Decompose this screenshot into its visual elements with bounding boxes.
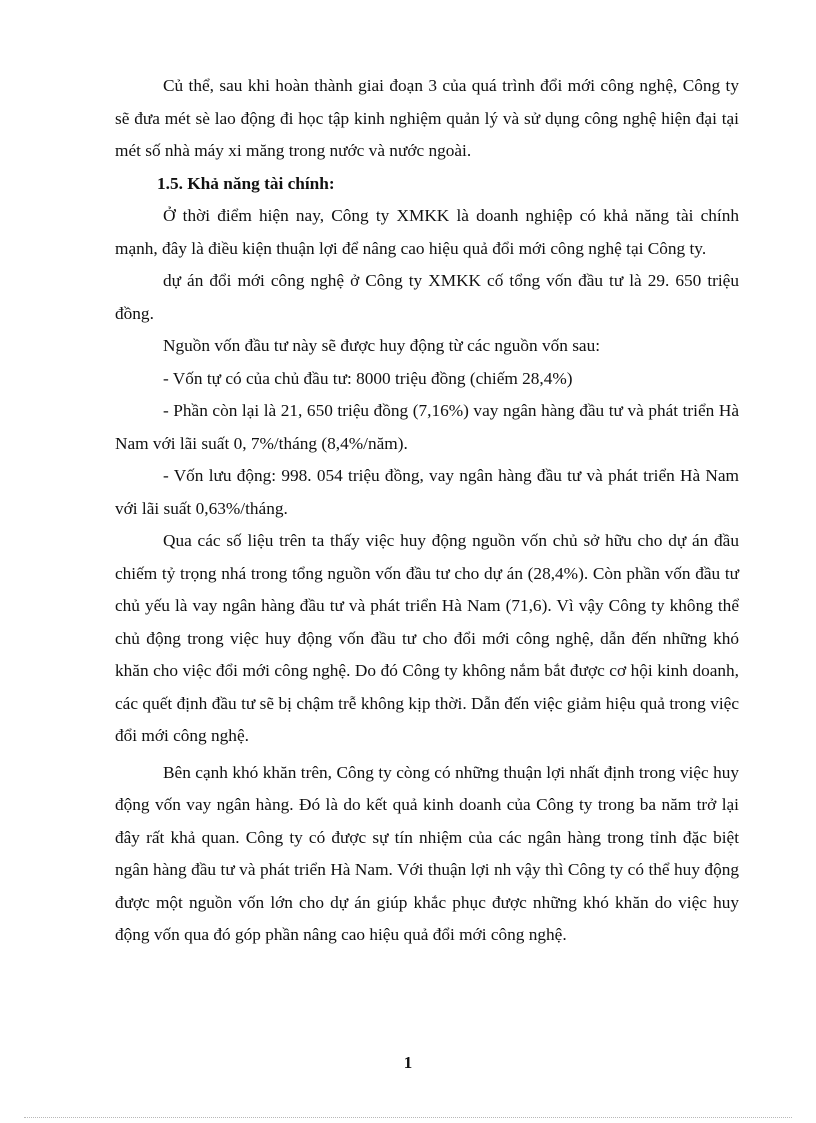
page-number: 1 <box>403 1053 413 1072</box>
list-item-working-capital: - Vốn lưu động: 998. 054 triệu đồng, vay ngân hàng đầu tư và phát triển Hà Nam với lãi suất 0,63%/tháng. <box>115 466 739 518</box>
paragraph-funding-analysis: Qua các số liệu trên ta thấy việc huy động nguồn vốn chủ sở hữu cho dự án đầu chiếm tỷ trọng nhá trong tổng nguồn vốn đầu tư cho dự án (28,4%). Còn phần vốn đầu tư chủ yếu là vay ngân hàng đầu tư và phát triển Hà Nam (71,6). Vì vậy Công ty không thể chủ động trong việc huy động vốn đầu tư cho đổi mới công nghệ, dẫn đến những khó khăn cho việc đổi mới công nghệ. Do đó Công ty không nắm bắt được cơ hội kinh doanh, các quết định đầu tư sẽ bị chậm trễ không kịp thời. Dẫn đến việc giảm hiệu quả trong việc đổi mới công nghệ. <box>115 531 739 745</box>
page-bottom-divider <box>24 1117 792 1118</box>
document-body <box>115 70 739 952</box>
paragraph-total-investment: dự án đổi mới công nghệ ở Công ty XMKK cố tổng vốn đầu tư là 29. 650 triệu đồng. <box>115 271 739 323</box>
list-item-own-capital: - Vốn tự có của chủ đầu tư: 8000 triệu đồng (chiếm 28,4%) <box>163 368 573 388</box>
paragraph-advantages: Bên cạnh khó khăn trên, Công ty còng có những thuận lợi nhất định trong việc huy động vốn vay ngân hàng. Đó là do kết quả kinh doanh của Công ty trong ba năm trở lại đây rất khả quan. Công ty có được sự tín nhiệm của các ngân hàng trong tỉnh đặc biệt ngân hàng đầu tư và phát triển Hà Nam. Với thuận lợi nh vậy thì Công ty có thể huy động được một nguồn vốn lớn cho dự án giúp khắc phục được những khó khăn do việc huy động vốn qua đó góp phần nâng cao hiệu quả đổi mới công nghệ. <box>115 762 739 944</box>
paragraph-financial-strength: Ở thời điểm hiện nay, Công ty XMKK là doanh nghiệp có khả năng tài chính mạnh, đây là điều kiện thuận lợi để nâng cao hiệu quả đổi mới công nghệ tại Công ty. <box>115 206 739 258</box>
list-item-bank-loan: - Phần còn lại là 21, 650 triệu đồng (7,16%) vay ngân hàng đầu tư và phát triển Hà Nam với lãi suất 0, 7%/tháng (8,4%/năm). <box>115 401 739 453</box>
paragraph-training-plan: Củ thể, sau khi hoàn thành giai đoạn 3 của quá trình đổi mới công nghệ, Công ty sẽ đưa mét sè lao động đi học tập kinh nghiệm quản lý và sử dụng công nghệ hiện đại tại mét số nhà máy xi măng trong nước và nước ngoài. <box>115 76 739 160</box>
section-heading-financial-capacity: 1.5. Khả năng tài chính: <box>157 173 335 193</box>
paragraph-funding-sources-intro: Nguồn vốn đầu tư này sẽ được huy động từ các nguồn vốn sau: <box>163 336 601 355</box>
